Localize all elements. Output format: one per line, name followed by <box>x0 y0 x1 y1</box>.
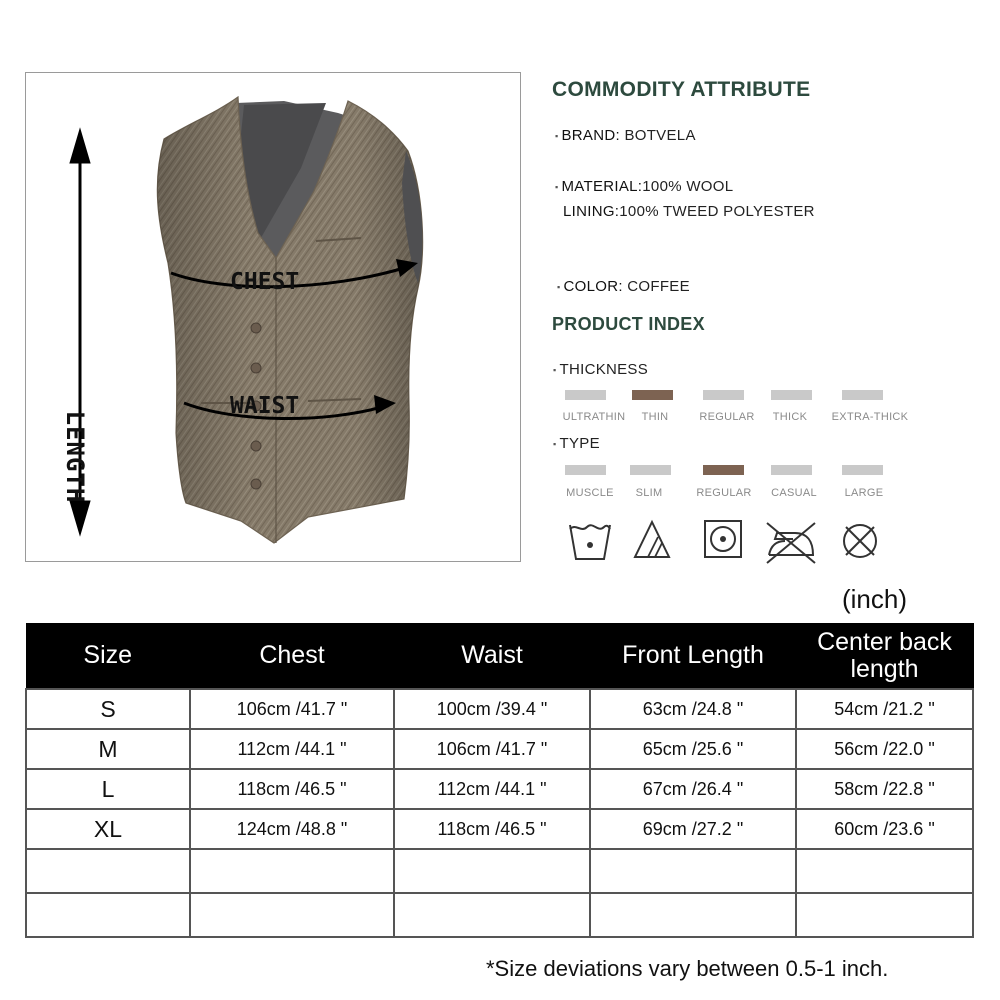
waist-cell: 100cm /39.4 " <box>394 689 590 729</box>
center-back-length-cell: 60cm /23.6 " <box>796 809 973 849</box>
type-heading: ▪ TYPE <box>553 435 600 452</box>
product-index-heading: PRODUCT INDEX <box>552 314 705 334</box>
chest-cell: 118cm /46.5 " <box>190 769 394 809</box>
type-label: REGULAR <box>696 487 752 499</box>
waist-label: WAIST <box>230 393 300 419</box>
tumble-dry-icon <box>703 519 743 559</box>
front-length-cell: 65cm /25.6 " <box>590 729 796 769</box>
empty-cell <box>26 849 190 893</box>
waist-cell: 118cm /46.5 " <box>394 809 590 849</box>
empty-cell <box>26 893 190 937</box>
color-attribute: ▪ COLOR: COFFEE <box>557 278 690 295</box>
thickness-label: EXTRA-THICK <box>831 411 909 423</box>
type-bar-slim <box>630 465 671 475</box>
column-header-size: Size <box>26 623 190 689</box>
thickness-label: REGULAR <box>699 411 755 423</box>
empty-table-row <box>26 893 973 937</box>
unit-label: (inch) <box>842 584 908 614</box>
thickness-label: ULTRATHIN <box>562 411 626 423</box>
hand-wash-icon <box>567 519 613 565</box>
thickness-label: THIN <box>641 411 669 423</box>
type-bar-casual <box>771 465 812 475</box>
column-header-chest: Chest <box>190 623 394 689</box>
empty-cell <box>590 893 796 937</box>
bleach-icon <box>632 519 672 559</box>
vest-image-panel <box>25 72 521 562</box>
empty-cell <box>796 849 973 893</box>
table-row <box>26 809 973 849</box>
size-cell: XL <box>26 809 190 849</box>
empty-cell <box>796 893 973 937</box>
waist-cell: 112cm /44.1 " <box>394 769 590 809</box>
chest-cell: 112cm /44.1 " <box>190 729 394 769</box>
length-label: LENGTH <box>61 410 89 504</box>
size-cell: M <box>26 729 190 769</box>
front-length-cell: 63cm /24.8 " <box>590 689 796 729</box>
front-length-cell: 69cm /27.2 " <box>590 809 796 849</box>
waist-cell: 106cm /41.7 " <box>394 729 590 769</box>
front-length-cell: 67cm /26.4 " <box>590 769 796 809</box>
bullet-icon: ▪ <box>557 281 561 292</box>
thickness-heading: ▪ THICKNESS <box>553 361 649 378</box>
bullet-icon: ▪ <box>555 181 559 192</box>
do-not-dry-clean-icon <box>840 521 880 561</box>
table-header-row <box>26 623 973 689</box>
size-cell: L <box>26 769 190 809</box>
type-label: LARGE <box>844 487 884 499</box>
thickness-bar-thick <box>771 390 812 400</box>
table-row <box>26 729 973 769</box>
thickness-bar-ultrathin <box>565 390 606 400</box>
empty-cell <box>190 893 394 937</box>
center-back-length-cell: 54cm /21.2 " <box>796 689 973 729</box>
do-not-iron-icon <box>763 519 819 567</box>
size-deviation-note: *Size deviations vary between 0.5-1 inch. <box>486 956 889 981</box>
center-back-length-cell: 58cm /22.8 " <box>796 769 973 809</box>
type-bar-regular <box>703 465 744 475</box>
table-row <box>26 769 973 809</box>
column-header-front-length: Front Length <box>590 623 796 689</box>
brand-attribute: ▪ BRAND: BOTVELA <box>555 127 696 144</box>
size-cell: S <box>26 689 190 729</box>
empty-cell <box>190 849 394 893</box>
table-row <box>26 689 973 729</box>
chest-cell: 124cm /48.8 " <box>190 809 394 849</box>
thickness-bar-regular <box>703 390 744 400</box>
empty-cell <box>394 893 590 937</box>
column-header-center-back-length: Center back length <box>796 623 973 689</box>
commodity-attribute-heading: COMMODITY ATTRIBUTE <box>552 78 811 101</box>
chest-label: CHEST <box>230 269 300 295</box>
vest-illustration <box>26 73 522 563</box>
material-attribute: ▪ MATERIAL:100% WOOL <box>555 178 734 195</box>
thickness-bar-extra-thick <box>842 390 883 400</box>
bullet-icon: ▪ <box>553 365 557 376</box>
size-table <box>25 623 974 938</box>
type-bar-muscle <box>565 465 606 475</box>
empty-table-row <box>26 849 973 893</box>
lining-attribute: LINING:100% TWEED POLYESTER <box>563 203 815 220</box>
center-back-length-cell: 56cm /22.0 " <box>796 729 973 769</box>
type-label: MUSCLE <box>566 487 614 499</box>
type-label: SLIM <box>635 487 663 499</box>
empty-cell <box>590 849 796 893</box>
thickness-bar-thin <box>632 390 673 400</box>
bullet-icon: ▪ <box>553 439 557 450</box>
type-label: CASUAL <box>771 487 817 499</box>
column-header-waist: Waist <box>394 623 590 689</box>
empty-cell <box>394 849 590 893</box>
chest-cell: 106cm /41.7 " <box>190 689 394 729</box>
thickness-label: THICK <box>772 411 808 423</box>
type-bar-large <box>842 465 883 475</box>
bullet-icon: ▪ <box>555 130 559 141</box>
